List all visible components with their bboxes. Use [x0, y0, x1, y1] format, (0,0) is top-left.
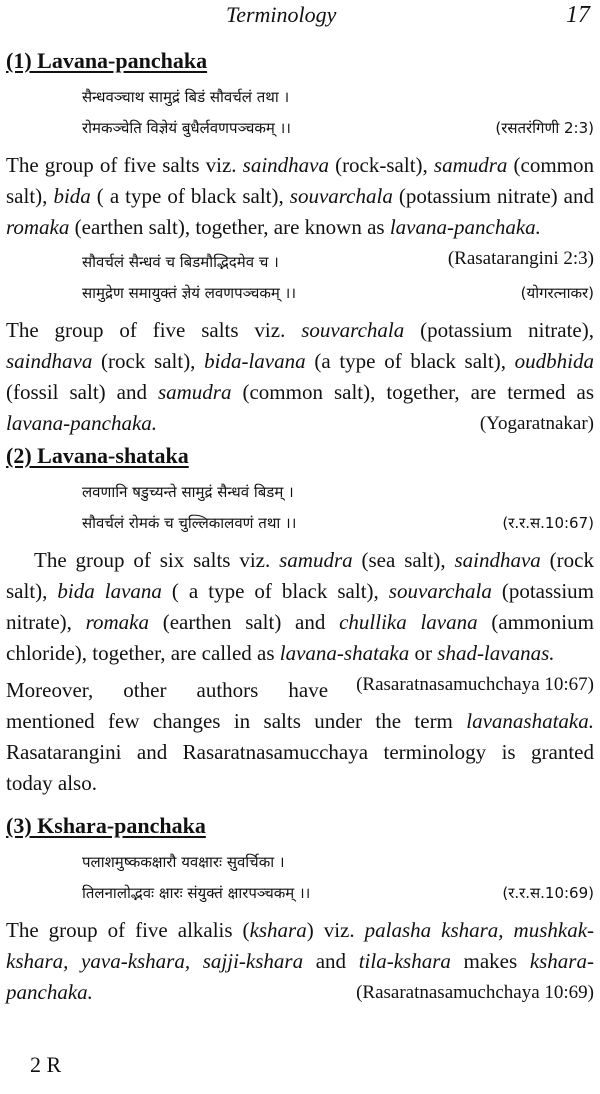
text-run: ( a type of black salt),	[161, 579, 389, 603]
source-reference: (Yogaratnakar)	[479, 413, 594, 434]
sanskrit-verse	[82, 82, 594, 144]
italic-term: samudra	[279, 548, 353, 572]
text-run: Rasatarangini and Rasaratnasamucchaya terminology is granted today also.	[6, 740, 594, 795]
running-title: Terminology	[226, 2, 337, 27]
source-reference: (Rasatarangini 2:3)	[447, 248, 594, 269]
verse-line	[82, 113, 594, 144]
text-run: and	[303, 949, 359, 973]
italic-term: samudra	[157, 380, 232, 404]
verse-line: लवणानि षडुच्यन्ते सामुद्रं सैन्धवं बिडम् ।	[82, 483, 294, 501]
verse-reference: (र.र.स.10:67)	[502, 514, 594, 532]
verse-line: पलाशमुष्ककक्षारौ यवक्षारः सुवर्चिका ।	[82, 853, 285, 871]
verse-reference: (र.र.स.10:69)	[502, 884, 594, 902]
verse-line	[82, 878, 594, 909]
italic-term: saindhava	[454, 548, 541, 572]
body-paragraph	[6, 915, 594, 1008]
section-heading: (3) Kshara-panchaka	[6, 813, 206, 838]
italic-term: palasha kshara, mushkak-kshara, yava-kshara, sajji-kshara	[6, 918, 595, 973]
text-run: Moreover, other authors have mentioned few changes in salts under the term	[6, 678, 467, 733]
text-run: (potassium nitrate) and	[392, 184, 595, 208]
italic-term: chullika lavana	[339, 610, 478, 634]
text-run: (earthen salt) and	[148, 610, 340, 634]
body-paragraph	[6, 315, 594, 439]
running-header	[0, 2, 600, 32]
text-run: (rock-salt),	[328, 153, 434, 177]
text-run: (ammonium chloride), together, are called as	[6, 610, 594, 665]
text-run: The group of five salts viz.	[6, 318, 302, 342]
italic-term: bida	[53, 184, 91, 208]
text-run: ) viz.	[306, 918, 365, 942]
italic-term: souvarchala	[301, 318, 405, 342]
italic-term: lavanashataka.	[466, 709, 594, 733]
sanskrit-verse	[82, 847, 594, 909]
italic-term: bida lavana	[57, 579, 162, 603]
verse-reference: (योगरत्नाकर)	[520, 284, 594, 302]
text-run: (earthen salt), together, are known as	[69, 215, 390, 239]
verse-text: सामुद्रेण समायुक्तं ज्ञेयं लवणपञ्चकम् ।।	[82, 284, 297, 302]
italic-term: oudbhida	[514, 349, 595, 373]
page-number: 17	[566, 2, 590, 28]
verse-line	[82, 278, 594, 309]
text-run: (sea salt),	[352, 548, 455, 572]
italic-term: souvarchala	[289, 184, 393, 208]
italic-term: saindhava	[6, 349, 93, 373]
verse-line	[82, 508, 594, 539]
verse-text: सौवर्चलं रोमकं च चुल्लिकालवणं तथा ।।	[82, 514, 297, 532]
verse-reference: (रसतरंगिणी 2:3)	[495, 119, 594, 137]
sanskrit-verse	[82, 477, 594, 539]
italic-term: lavana-panchaka.	[389, 215, 541, 239]
source-reference: (Rasaratnasamuchchaya 10:67)	[356, 674, 594, 695]
text-run: (rock salt),	[92, 349, 205, 373]
italic-term: lavana-shataka	[279, 641, 410, 665]
text-run: ( a type of black salt),	[90, 184, 290, 208]
text-run: (potassium nitrate),	[404, 318, 594, 342]
italic-term: saindhava	[242, 153, 329, 177]
italic-term: bida-lavana	[204, 349, 306, 373]
text-run: The group of five alkalis (	[6, 918, 250, 942]
text-run: (common salt), together, are termed as	[231, 380, 594, 404]
text-run: (common salt),	[6, 153, 594, 208]
text-run: or	[409, 641, 438, 665]
italic-term: lavana-panchaka.	[6, 411, 158, 435]
verse-line: सैन्धवञ्चाथ सामुद्रं बिडं सौवर्चलं तथा ।	[82, 88, 290, 106]
section-heading: (2) Lavana-shataka	[6, 443, 189, 468]
verse-line: सौवर्चलं सैन्धवं च बिडमौद्भिदमेव च ।	[82, 253, 279, 271]
italic-term: samudra	[433, 153, 508, 177]
text-run: (potassium nitrate),	[6, 579, 595, 634]
verse-text: रोमकञ्चेति विज्ञेयं बुधैर्लवणपञ्चकम् ।।	[82, 119, 291, 137]
body-paragraph	[6, 545, 595, 695]
section-heading: (1) Lavana-panchaka	[6, 48, 208, 73]
italic-term: romaka	[85, 610, 149, 634]
sanskrit-verse	[82, 247, 594, 309]
text-run: (rock salt),	[6, 548, 594, 603]
text-run: (fossil salt) and	[6, 380, 158, 404]
signature-mark: 2 R	[30, 1052, 62, 1077]
italic-term: romaka	[6, 215, 70, 239]
text-run: makes	[450, 949, 530, 973]
italic-term: kshara	[249, 918, 307, 942]
source-reference: (Rasaratnasamuchchaya 10:69)	[356, 982, 594, 1003]
text-run: The group of five salts viz.	[6, 153, 243, 177]
italic-term: kshara-panchaka.	[6, 949, 594, 1004]
text-run: The group of six salts viz.	[34, 548, 280, 572]
verse-text: तिलनालोद्भवः क्षारः संयुक्तं क्षारपञ्चकम् ।।	[82, 884, 311, 902]
italic-term: shad-lavanas.	[437, 641, 555, 665]
text-run: (a type of black salt),	[305, 349, 515, 373]
italic-term: tila-kshara	[358, 949, 451, 973]
italic-term: souvarchala	[388, 579, 492, 603]
page-content	[6, 44, 594, 1008]
